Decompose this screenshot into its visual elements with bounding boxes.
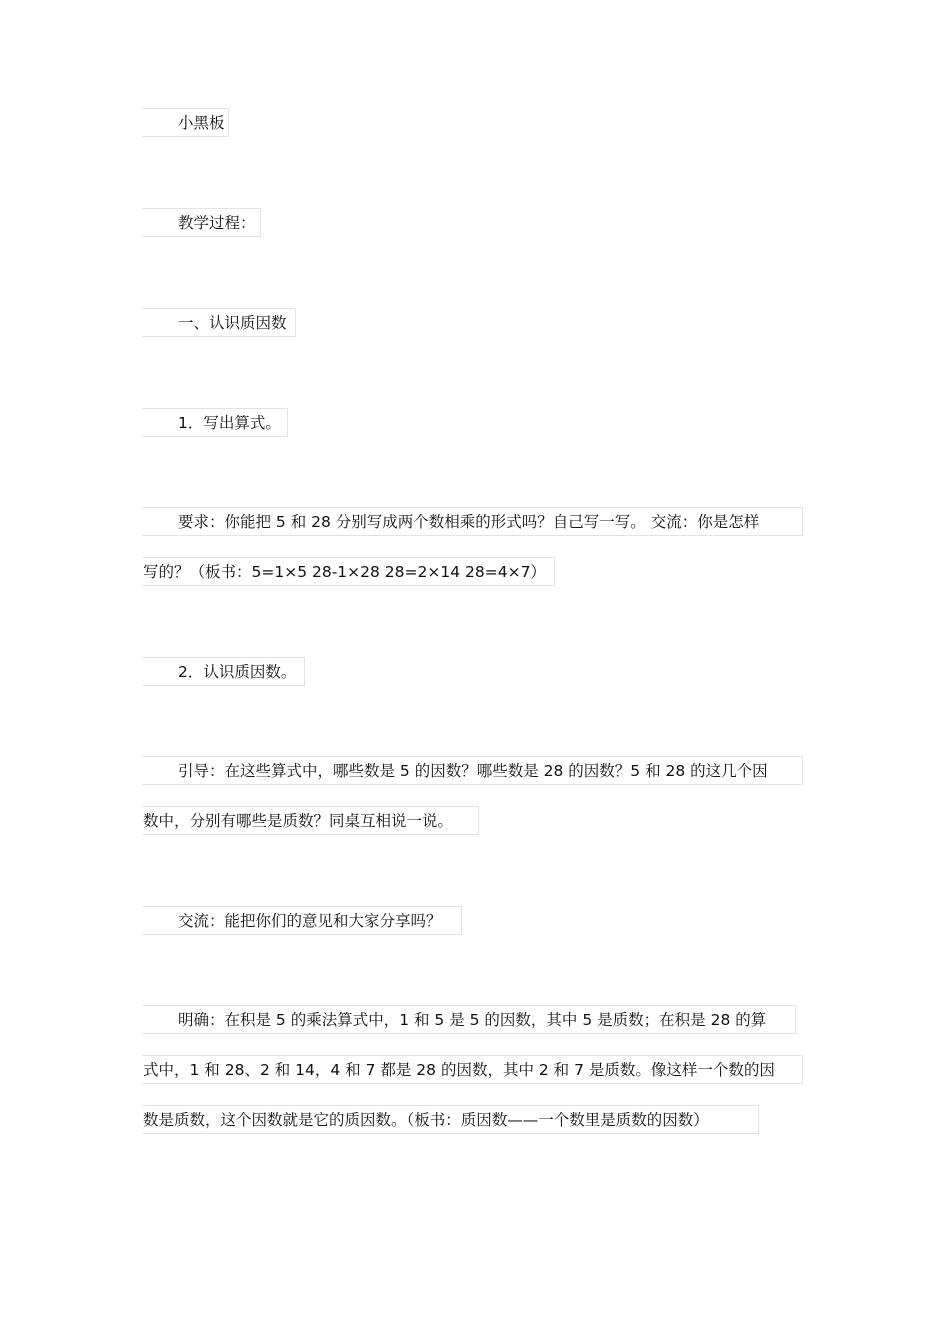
line-step-2: 2．认识质因数。: [143, 657, 305, 686]
line-step-1: 1．写出算式。: [143, 408, 288, 437]
line-clarify-cont-1: 式中，1 和 28、2 和 14，4 和 7 都是 28 的因数，其中 2 和 7 是质数。像这样一个数的因: [143, 1055, 803, 1084]
line-section-heading: 一、认识质因数: [143, 308, 296, 337]
line-exchange: 交流：能把你们的意见和大家分享吗？: [143, 906, 462, 935]
line-materials: 小黑板: [143, 108, 229, 137]
line-teaching-process: 教学过程：: [143, 208, 261, 237]
line-guidance-cont: 数中，分别有哪些是质数？同桌互相说一说。: [143, 806, 479, 835]
line-guidance: 引导：在这些算式中，哪些数是 5 的因数？哪些数是 28 的因数？5 和 28 的这几个因: [143, 756, 803, 785]
line-clarify: 明确：在积是 5 的乘法算式中，1 和 5 是 5 的因数，其中 5 是质数；在积是 28 的算: [143, 1005, 796, 1034]
line-requirement: 要求：你能把 5 和 28 分别写成两个数相乘的形式吗？自己写一写。 交流：你是怎样: [143, 507, 803, 536]
line-clarify-cont-2: 数是质数，这个因数就是它的质因数。（板书：质因数——一个数里是质数的因数）: [143, 1105, 759, 1134]
line-board-formulas: 写的？（板书：5=1×5 28-1×28 28=2×14 28=4×7）: [143, 557, 555, 586]
